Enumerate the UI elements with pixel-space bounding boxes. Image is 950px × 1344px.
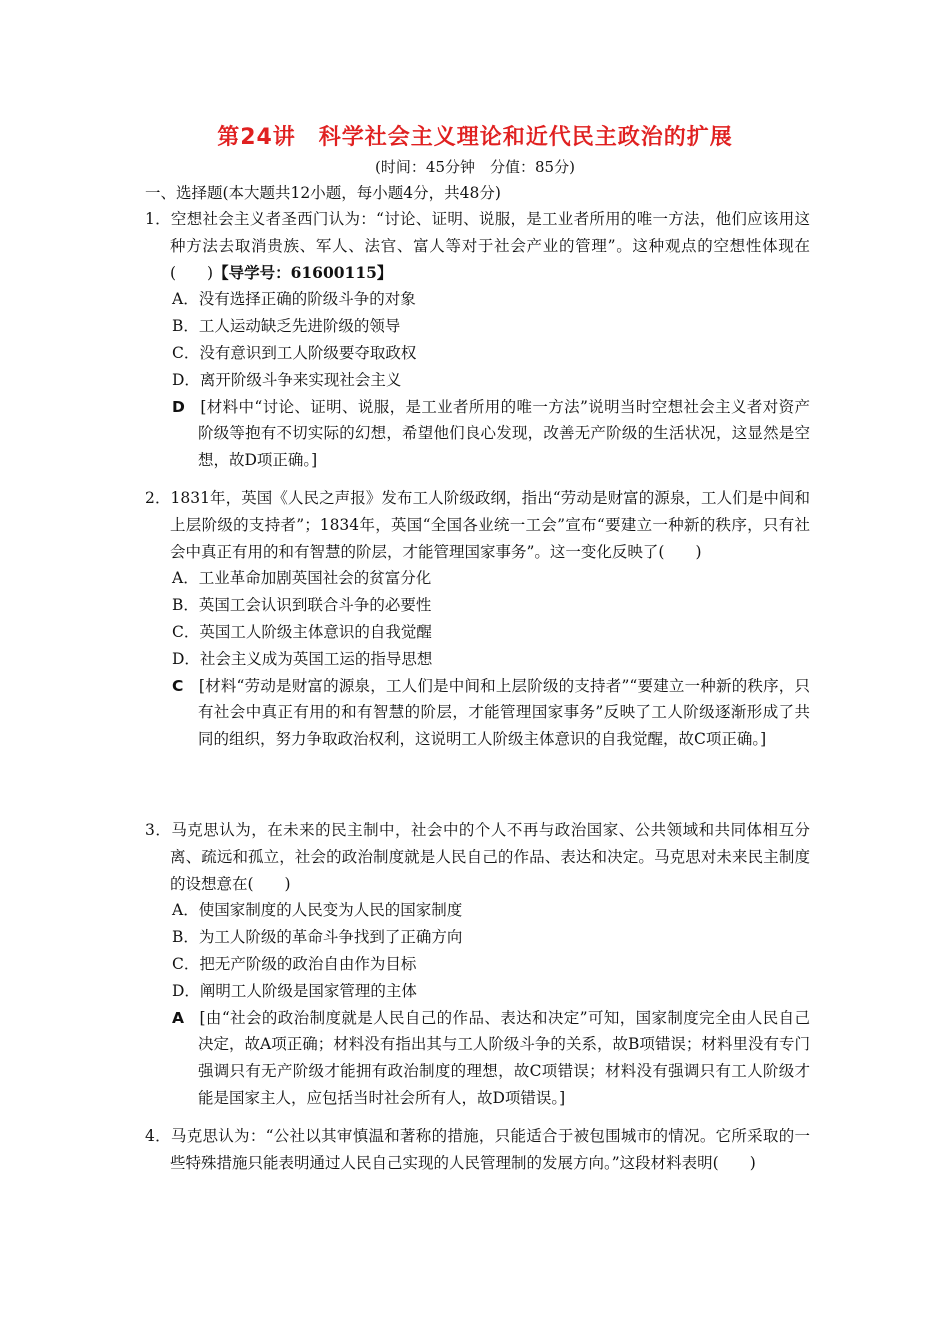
answer-explanation: [材料中“讨论、证明、说服，是工业者所用的唯一方法”说明当时空想社会主义者对资产阶级等抱有不切实际的幻想，希望他们良心发现，改善无产阶级的生活状况，这显然是空想，故D项正确。] (198, 397, 810, 470)
question-stem: 2．1831年，英国《人民之声报》发布工人阶级政纲，指出“劳动是财富的源泉，工人们是中间和上层阶级的支持者”；1834年，英国“全国各业统一工会”宣布“要建立一种新的秩序，只有社会中真正有用的和有智慧的阶层，才能管理国家事务”。这一变化反映了( ) (145, 489, 810, 561)
option-b: B．英国工会认识到联合斗争的必要性 (172, 596, 432, 615)
answer-block (145, 673, 810, 753)
option-a: A．使国家制度的人民变为人民的国家制度 (172, 901, 463, 920)
answer-block (145, 394, 810, 474)
question-stem: 1．空想社会主义者圣西门认为：“讨论、证明、说服，是工业者所用的唯一方法，他们应该用这种方法去取消贵族、军人、法官、富人等对于社会产业的管理”。这种观点的空想性体现在( )【导学号：61600115】 (145, 210, 810, 282)
answer-letter: D (172, 397, 185, 416)
option-d: D．离开阶级斗争来实现社会主义 (172, 370, 402, 389)
exam-info: (时间：45分钟 分值：85分) (375, 158, 575, 176)
option-b: B．工人运动缺乏先进阶级的领导 (172, 317, 401, 336)
section-heading: 一、选择题(本大题共12小题，每小题4分，共48分) (145, 184, 501, 202)
question-4 (145, 1123, 810, 1177)
answer-block (145, 1005, 810, 1112)
answer-letter: A (172, 1008, 184, 1027)
question-stem: 3．马克思认为，在未来的民主制中，社会中的个人不再与政治国家、公共领域和共同体相互分离、疏远和孤立，社会的政治制度就是人民自己的作品、表达和决定。马克思对未来民主制度的设想意在( ) (145, 821, 810, 893)
option-c: C．英国工人阶级主体意识的自我觉醒 (172, 622, 432, 641)
question-stem: 4．马克思认为：“公社以其审慎温和著称的措施，只能适合于被包围城市的情况。它所采取的一些特殊措施只能表明通过人民自己实现的人民管理制的发展方向。”这段材料表明( ) (145, 1127, 810, 1172)
answer-explanation: [材料“劳动是财富的源泉，工人们是中间和上层阶级的支持者”“要建立一种新的秩序，只有社会中真正有用的和有智慧的阶层，才能管理国家事务”反映了工人阶级逐渐形成了共同的组织，努力争取政治权利，这说明工人阶级主体意识的自我觉醒，故C项正确。] (198, 676, 810, 749)
answer-letter: C (172, 676, 184, 695)
question-1 (145, 206, 810, 474)
question-3 (145, 817, 810, 1112)
option-d: D．社会主义成为英国工运的指导思想 (172, 649, 433, 668)
page-title: 第24讲 科学社会主义理论和近代民主政治的扩展 (217, 125, 733, 150)
answer-explanation: [由“社会的政治制度就是人民自己的作品、表达和决定”可知，国家制度完全由人民自己决定，故A项正确；材料没有指出其与工人阶级斗争的关系，故B项错误；材料里没有专门强调只有无产阶级才能拥有政治制度的理想，故C项错误；材料没有强调只有工人阶级才能是国家主人，应包括当时社会所有人，故D项错误。] (198, 1008, 810, 1107)
option-d: D．阐明工人阶级是国家管理的主体 (172, 981, 417, 1000)
option-b: B．为工人阶级的革命斗争找到了正确方向 (172, 928, 463, 947)
guide-number: 【导学号：61600115】 (213, 262, 393, 282)
option-c: C．没有意识到工人阶级要夺取政权 (172, 343, 417, 362)
option-c: C．把无产阶级的政治自由作为目标 (172, 954, 417, 973)
option-a: A．工业革命加剧英国社会的贫富分化 (172, 569, 432, 588)
option-a: A．没有选择正确的阶级斗争的对象 (172, 290, 416, 309)
question-2 (145, 485, 810, 753)
